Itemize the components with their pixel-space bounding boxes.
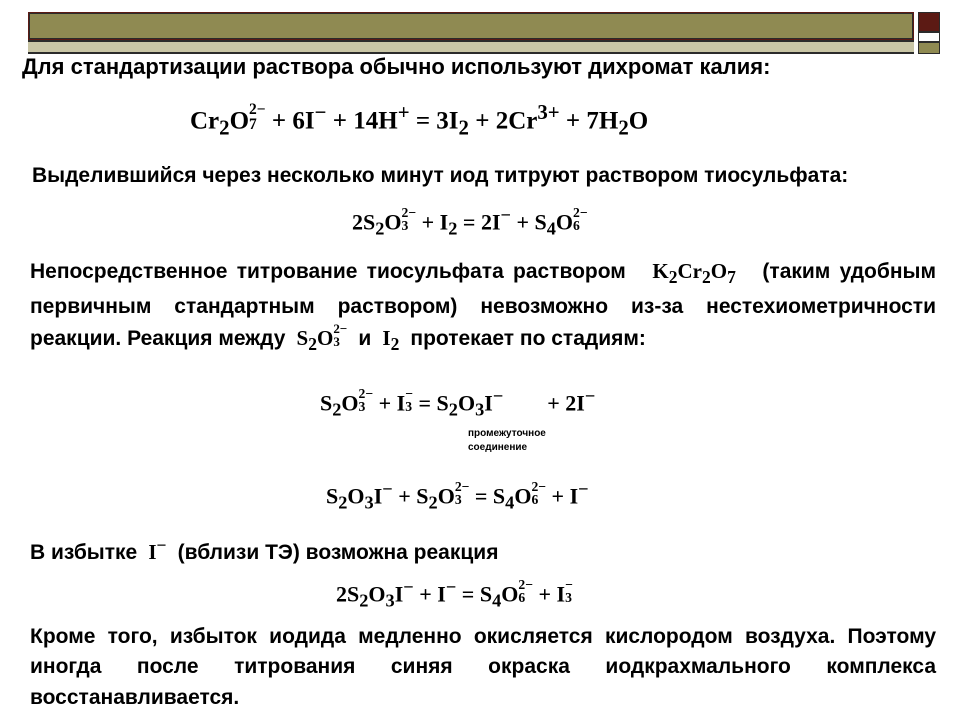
equation-thiosulfate-iodine: $2S_2O$ 2− 3 + $I_2 = 2I^- + S_4O$ 2− 6 xyxy=(352,204,588,239)
intermediate-compound-note: промежуточное соединение xyxy=(468,428,546,453)
equation-near-equivalence: $2S_2O_3I^- + I^- = S_4O$ 2− 6 + I − 3 xyxy=(336,576,573,611)
line-iodine-titration: Выделившийся через несколько минут иод титруют раствором тиосульфата: xyxy=(32,164,849,187)
paragraph-direct-titration: Непосредственное титрование тиосульфата раствором $K_2Cr_2O_7$ (таким удобным первичным стандартным раствором) невозможно из-за нестехиометричности реакции. Реакция между $S_2O$ 2− 3 и $I_2$ протекает по стадиям: xyxy=(30,259,937,354)
corner-square-middle xyxy=(918,32,940,42)
equation-dichromate: $Cr_2O$ 2− 7 + $6I^- + 14H^+ = 3I_2 + 2Cr^{3+} + 7H_2O$ xyxy=(190,100,649,140)
header-bar xyxy=(28,12,914,40)
intro-text: Для стандартизации раствора обычно используют дихромат калия: xyxy=(22,54,771,79)
paragraph-air-oxidation: Кроме того, избыток иодида медленно окисляется кислородом воздуха. Поэтому иногда после титрования синяя окраска иодкрахмального комплекса восстанавливается. xyxy=(30,625,936,709)
corner-square-bottom xyxy=(918,42,940,54)
equation-stage-1: $S_2O$ 2− 3 + I − 3 = $S_2O_3I^-$ + 2I− xyxy=(320,385,596,420)
line-excess-iodide: В избытке I− (вблизи ТЭ) возможна реакция xyxy=(30,535,499,564)
header-underline xyxy=(28,40,914,54)
corner-square-top xyxy=(918,12,940,32)
equation-stage-2: $S_2O_3I^- + S_2O$ 2− 3 = $S_4O$ 2− 6 + I− xyxy=(326,478,589,513)
